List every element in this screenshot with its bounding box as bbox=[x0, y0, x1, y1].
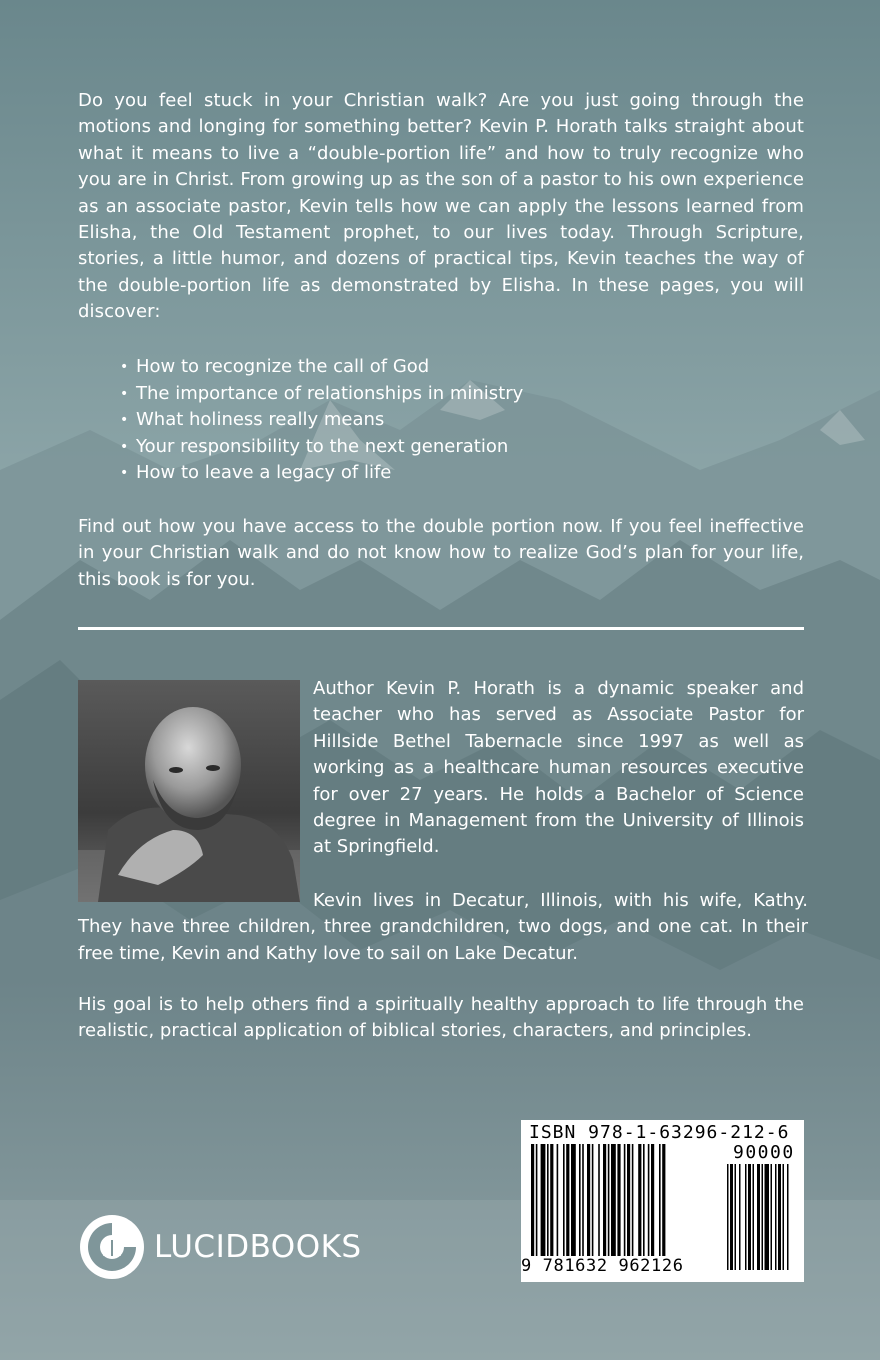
barcode-bar bbox=[592, 1144, 594, 1256]
barcode-bar bbox=[775, 1164, 777, 1270]
barcode-bar bbox=[659, 1144, 661, 1256]
barcode-bar bbox=[748, 1164, 751, 1270]
barcode-bar bbox=[608, 1144, 610, 1256]
author-bio-1: Author Kevin P. Horath is a dynamic speaker and teacher who has served as Associate Pastor for Hillside Bethel Tabernacle since 1997 as well as working as a healthcare human resources executive for over 27 years. He holds a Bachelor of Science degree in Management from the University of Illinois at Springfield. bbox=[313, 678, 804, 858]
barcode-bar bbox=[632, 1144, 634, 1256]
barcode-bar bbox=[651, 1144, 654, 1256]
barcode-bar bbox=[771, 1164, 773, 1270]
barcode-bar bbox=[536, 1144, 538, 1256]
list-item: • What holiness really means bbox=[120, 407, 760, 434]
list-item: • Your responsibility to the next generation bbox=[120, 434, 760, 461]
barcode-bar bbox=[624, 1144, 626, 1256]
author-photo bbox=[78, 680, 300, 902]
barcode-bar bbox=[739, 1164, 741, 1270]
barcode-bar bbox=[762, 1164, 764, 1270]
barcode-bar bbox=[757, 1164, 760, 1270]
blurb-closing: Find out how you have access to the double portion now. If you feel ineffective in your Christian walk and do not know how to realize God’s plan for your life, this book is for you. bbox=[78, 516, 804, 590]
barcode-bar bbox=[643, 1144, 645, 1256]
barcode-bar bbox=[648, 1144, 650, 1256]
isbn-barcode bbox=[521, 1120, 804, 1282]
discover-list bbox=[120, 354, 760, 487]
barcode-bar bbox=[571, 1144, 576, 1256]
barcode-bar bbox=[662, 1144, 665, 1256]
isbn-text: ISBN 978-1-63296-212-6 bbox=[529, 1122, 790, 1143]
barcode-bar bbox=[638, 1144, 641, 1256]
barcode-bar bbox=[603, 1144, 606, 1256]
author-bio-3: His goal is to help others find a spiritually healthy approach to life through the realistic, practical application of biblical stories, characters, and principles. bbox=[78, 994, 804, 1042]
barcode-bar bbox=[730, 1164, 733, 1270]
barcode-bar bbox=[617, 1144, 620, 1256]
list-item: • How to recognize the call of God bbox=[120, 354, 760, 381]
ean-digits: 9 781632 962126 bbox=[521, 1256, 684, 1276]
barcode-bar bbox=[531, 1144, 534, 1256]
list-item: • The importance of relationships in ministry bbox=[120, 381, 760, 408]
barcode-bar bbox=[765, 1164, 770, 1270]
barcode-bar bbox=[579, 1144, 581, 1256]
barcode-bar bbox=[783, 1164, 785, 1270]
publisher-logo bbox=[78, 1212, 362, 1282]
barcode-bar bbox=[566, 1144, 569, 1256]
barcode-bar bbox=[627, 1144, 630, 1256]
barcode-bar bbox=[541, 1144, 546, 1256]
barcode-bar bbox=[735, 1164, 737, 1270]
publisher-name: LUCIDBOOKS bbox=[154, 1229, 362, 1265]
barcode-bar bbox=[745, 1164, 747, 1270]
barcode-bar bbox=[778, 1164, 781, 1270]
barcode-bar bbox=[550, 1144, 553, 1256]
barcode-bar bbox=[753, 1164, 755, 1270]
barcode-bar bbox=[582, 1144, 584, 1256]
author-bio-2: Kevin lives in Decatur, Illinois, with his wife, Kathy. They have three children, three grandchildren, two dogs, and one cat. In their free time, Kevin and Kathy love to sail on Lake Decatur. bbox=[78, 890, 808, 964]
barcode-bar bbox=[611, 1144, 616, 1256]
barcode-bar bbox=[557, 1144, 559, 1256]
section-divider bbox=[78, 627, 804, 630]
barcode-bar bbox=[547, 1144, 549, 1256]
barcode-bar bbox=[563, 1144, 565, 1256]
barcode-bar bbox=[587, 1144, 590, 1256]
price-code: 90000 bbox=[733, 1142, 795, 1163]
list-item: • How to leave a legacy of life bbox=[120, 460, 760, 487]
blurb-intro: Do you feel stuck in your Christian walk? Are you just going through the motions and longing for something better? Kevin P. Horath talks straight about what it means to live a “double-portion life” and how to truly recognize who you are in Christ. From growing up as the son of a pastor to his own experience as an associate pastor, Kevin tells how we can apply the lessons learned from Elisha, the Old Testament prophet, to our lives today. Through Scripture, stories, a little humor, and dozens of practical tips, Kevin teaches the way of the double-portion life as demonstrated by Elisha. In these pages, you will discover: bbox=[78, 90, 804, 323]
barcode-bar bbox=[598, 1144, 600, 1256]
barcode-bar bbox=[787, 1164, 789, 1270]
lucidbooks-logo-icon bbox=[78, 1213, 146, 1281]
barcode-bar bbox=[727, 1164, 729, 1270]
